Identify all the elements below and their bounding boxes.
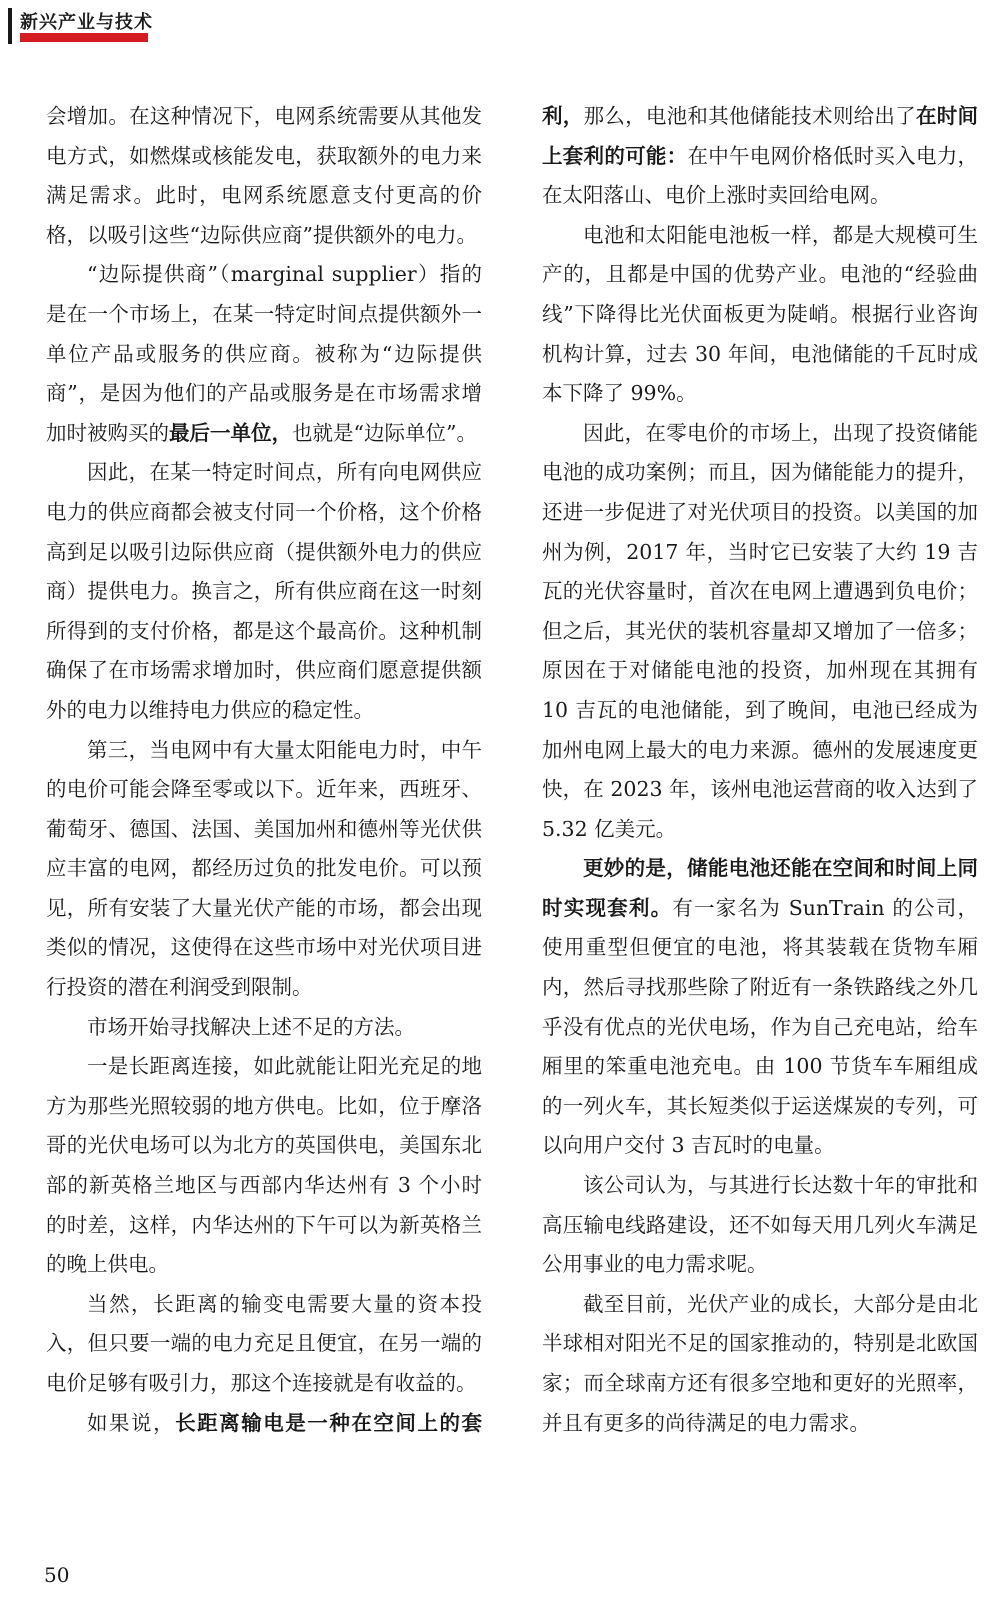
paragraph: 因此，在某一特定时间点，所有向电网供应电力的供应商都会被支付同一个价格，这个价格高到足以吸引边际供应商（提供额外电力的供应商）提供电力。换言之，所有供应商在这一时刻所得到的支付价格，都是这个最高价。这种机制确保了在市场需求增加时，供应商们愿意提供额外的电力以维持电力供应的稳定性。 bbox=[46, 460, 482, 722]
paragraph: 第三，当电网中有大量太阳能电力时，中午的电价可能会降至零或以下。近年来，西班牙、葡萄牙、德国、法国、美国加州和德州等光伏供应丰富的电网，都经历过负的批发电价。可以预见，所有安装了大量光伏产能的市场，都会出现类似的情况，这使得在这些市场中对光伏项目进行投资的潜在利润受到限制。 bbox=[46, 737, 482, 1000]
right-text-column bbox=[542, 97, 978, 1443]
text-run: 那么，电池和其他储能技术则给出了 bbox=[583, 104, 916, 128]
text-run: 也就是“边际单位”。 bbox=[292, 420, 477, 445]
text-run: 在中午电网价格低时买入电力，在太阳落山、电价上涨时卖回给电网。 bbox=[542, 143, 979, 208]
paragraph: 截至目前，光伏产业的成长，大部分是由北半球相对阳光不足的国家推动的，特别是北欧国家；而全球南方还有很多空地和更好的光照率，并且有更多的尚待满足的电力需求。 bbox=[542, 1291, 978, 1435]
text-run: “边际提供商”（marginal supplier）指的是在一个市场上，在某一特定时间点提供额外一单位产品或服务的供应商。被称为“边际提供商”，是因为他们的产品或服务是在市场需求增加时被购买的 bbox=[46, 262, 482, 445]
paragraph: 会增加。在这种情况下，电网系统需要从其他发电方式，如燃煤或核能发电，获取额外的电力来满足需求。此时，电网系统愿意支付更高的价格，以吸引这些“边际供应商”提供额外的电力。 bbox=[46, 104, 482, 247]
paragraph: 因此，在零电价的市场上，出现了投资储能电池的成功案例；而且，因为储能能力的提升，还进一步促进了对光伏项目的投资。以美国的加州为例，2017 年，当时它已安装了大约 19 吉瓦的光伏容量时，首次在电网上遭遇到负电价；但之后，其光伏的装机容量却又增加了一倍多；原因在于对储能电池的投资，加州现在其拥有 10 吉瓦的电池储能，到了晚间，电池已经成为加州电网上最大的电力来源。德州的发展速度更快，在 2023 年，该州电池运营商的收入达到了 5.32 亿美元。 bbox=[542, 420, 978, 841]
text-run: 有一家名为 SunTrain 的公司，使用重型但便宜的电池，将其装载在货物车厢内，然后寻找那些除了附近有一条铁路线之外几乎没有优点的光伏电场，作为自己充电站，给车厢里的笨重电池充电。由 100 节货车车厢组成的一列火车，其长短类似于运送煤炭的专列，可以向用户交付 3 吉瓦时的电量。 bbox=[542, 895, 979, 1158]
emphasis-text: 长距离输电是一种在空间上的套 bbox=[175, 1410, 483, 1435]
emphasis-text: 利， bbox=[542, 104, 584, 128]
paragraph: 电池和太阳能电池板一样，都是大规模可生产的，且都是中国的优势产业。电池的“经验曲线”下降得比光伏面板更为陡峭。根据行业咨询机构计算，过去 30 年间，电池储能的千瓦时成本下降了 99%。 bbox=[542, 222, 978, 406]
emphasis-text: 更妙的是，储能电池还能在空间和时间上同时实现套利。 bbox=[542, 856, 978, 920]
paragraph: 一是长距离连接，如此就能让阳光充足的地方为那些光照较弱的地方供电。比如，位于摩洛哥的光伏电场可以为北方的英国供电，美国东北部的新英格兰地区与西部内华达州有 3 个小时的时差，这样，内华达州的下午可以为新英格兰的晚上供电。 bbox=[46, 1054, 482, 1277]
emphasis-text: 在时间上套利的可能： bbox=[542, 104, 979, 168]
left-text-column bbox=[46, 97, 482, 1443]
text-run: 如果说， bbox=[87, 1410, 176, 1435]
emphasis-text: 最后一单位， bbox=[169, 420, 292, 445]
paragraph bbox=[46, 1404, 482, 1444]
header-red-underline bbox=[20, 33, 148, 42]
section-title: 新兴产业与技术 bbox=[20, 12, 153, 33]
paragraph bbox=[542, 97, 978, 216]
paragraph: 市场开始寻找解决上述不足的方法。 bbox=[87, 1014, 415, 1039]
paragraph: 该公司认为，与其进行长达数十年的审批和高压输电线路建设，还不如每天用几列火车满足公用事业的电力需求呢。 bbox=[542, 1173, 978, 1277]
paragraph bbox=[46, 255, 482, 453]
header-accent-bar bbox=[8, 8, 12, 44]
paragraph bbox=[542, 849, 978, 1166]
paragraph: 当然，长距离的输变电需要大量的资本投入，但只要一端的电力充足且便宜，在另一端的电价足够有吸引力，那这个连接就是有收益的。 bbox=[46, 1291, 482, 1395]
page-number: 50 bbox=[44, 1563, 70, 1587]
section-header bbox=[0, 0, 160, 46]
